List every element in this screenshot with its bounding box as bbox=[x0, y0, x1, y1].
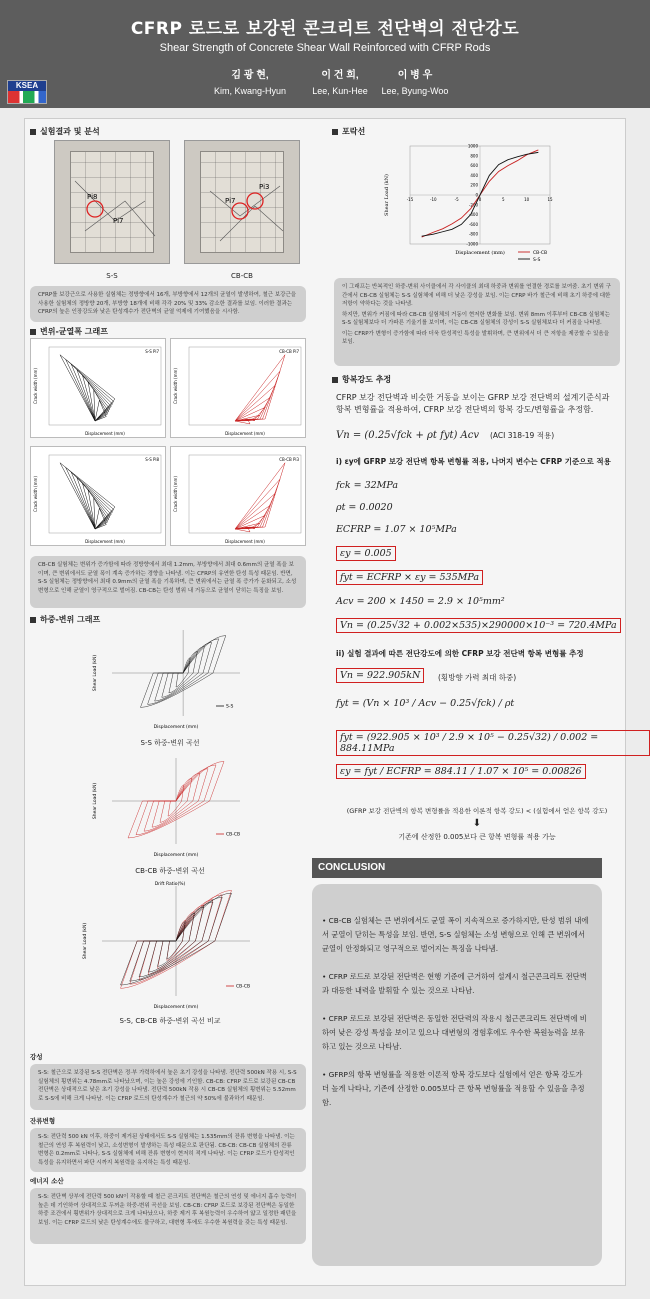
chart-legend-label: CB-CB Pi7 bbox=[279, 349, 299, 354]
x-tick-label: 0 bbox=[478, 197, 482, 202]
crack-cycle bbox=[235, 506, 270, 529]
author-3: 이 병 우 Lee, Byung-Woo bbox=[381, 70, 449, 96]
legend-label: CB-CB bbox=[533, 251, 548, 256]
load-chart-ss bbox=[90, 624, 250, 732]
y-axis-label: Shear Load (kN) bbox=[83, 922, 88, 960]
x-tick-label: -10 bbox=[430, 197, 437, 202]
x-axis-label: Displacement (mm) bbox=[85, 539, 125, 544]
y-tick-label: 0 bbox=[475, 192, 478, 198]
x-axis-label: Displacement (mm) bbox=[153, 853, 199, 858]
y-tick-label: 600 bbox=[470, 163, 478, 169]
crack-summary: CB-CB 실험체는 변위가 증가함에 따라 정방향에서 최대 1.2mm, 부방향에서 최대 0.6mm의 균열 폭을 보이며, 큰 변위에서도 균열 폭이 계속 증가하는 경향을 나타냄. 이는 CFRP의 유연한 탄성 특성 때문임. 반면, S-S 실험체는 정방향에서 최대 0.9mm의 균열 폭을 기록하며, 큰 변위에서는 균열 폭 증가가 둔화되고, 소성 변형으로 인해 균열이 영구적으로 벌어짐. CB-CB는 탄성 범위 내 거동으로 균열이 닫히는 특징을 보임. bbox=[30, 556, 306, 608]
eq-fyt-formula: fyt = (Vn × 10³ / Acv − 0.25√fck) / ρt bbox=[336, 698, 515, 709]
y-axis-label: Shear Load (kN) bbox=[93, 654, 98, 692]
title-english: Shear Strength of Concrete Shear Wall Reinforced with CFRP Rods bbox=[159, 42, 491, 54]
eq-main: Vn = (0.25√fck + ρt fyt) Acv bbox=[336, 430, 480, 441]
author-list bbox=[0, 66, 650, 100]
load-chart-compare bbox=[80, 880, 260, 1012]
residual-text: S-S: 전단력 500 kN 이후, 하중이 제거된 상태에서도 S-S 실험체는 1.535mm의 잔류 변형을 나타냄. 이는 철근의 연성 후 복원력이 낮고, 소성변형이 발생하는 특성 때문으로 판단됨. CB-CB: CB-CB 실험체의 잔류 변형은 0.2mm로 나타나, S-S 실험체에 비해 잔류 변형이 현저히 적게 나타남. 이는 CFRP 로드가 탄성적인 특성을 유지하면서 파단 시까지 복원력을 유지하는 특성 때문임. bbox=[30, 1128, 306, 1172]
section-envelope-title: 포락선 bbox=[332, 126, 365, 137]
title-korean: CFRP 로드로 보강된 콘크리트 전단벽의 전단강도 bbox=[130, 19, 520, 39]
photo-label: Pi7 bbox=[113, 217, 124, 225]
x-axis-label: Displacement (mm) bbox=[85, 431, 125, 436]
crack-cycle bbox=[235, 494, 275, 529]
energy-text: S-S: 전단벽 상부에 전단력 500 kN이 작용할 때 철근 콘크리트 전단벽은 철근의 연성 및 에너지 흡수 능력이 높은 데 기인하여 상대적으로 두꺼운 하중-변위 곡선을 보임. CB-CB: CFRP 로드로 보강된 전단벽은 동일한 하중 조건에서 횡변위가 상대적으로 크게 나타났으나, 하중 제거 후 복원능력이 우수하여 얇고 일정한 패턴을 보임. 이는 CFRP 로드의 낮은 탄성계수에도 불구하고, 대변형 후에도 우수한 복원력을 갖는 특성 때문임. bbox=[30, 1188, 306, 1244]
crack-chart-cbcb-pi7 bbox=[170, 338, 306, 438]
eq-vn2: Vn = 922.905kN bbox=[336, 668, 424, 683]
step2-heading: ii) 실험 결과에 따른 전단강도에 의한 CFRP 보강 전단벽 항복 변형률 추정 bbox=[336, 649, 584, 658]
y-axis-label: Crack width (mm) bbox=[173, 476, 178, 512]
section-strength-title: 항복강도 추정 bbox=[332, 374, 391, 385]
x-axis-label: Displacement (mm) bbox=[225, 539, 265, 544]
x-tick-label: 5 bbox=[502, 197, 505, 202]
load-caption-ss: S-S 하중-변위 곡선 bbox=[140, 739, 200, 747]
ksea-logo: KSEA bbox=[7, 80, 47, 104]
x-axis-label: Displacement (mm) bbox=[455, 250, 505, 256]
x-tick-label: 10 bbox=[524, 197, 530, 202]
results-summary: CFRP를 보강근으로 사용한 실험체는 정방향에서 16개, 부방향에서 12개의 균열이 발생하여, 철근 보강근을 사용한 실험체의 정방향 20개, 부방향 18개에 비해 각각 20% 및 33% 감소한 결과를 보임. 이러한 결과는 CFRP의 높은 인장강도와 낮은 탄성계수가 전단벽의 균열 억제에 기여했음을 시사함. bbox=[30, 286, 306, 322]
conclusion-item: • CB-CB 실험체는 큰 변위에서도 균열 폭이 지속적으로 증가하지만, 탄성 범위 내에서 균열이 닫히는 특성을 보임. 반면, S-S 실험체는 소성 변형으로 인해 큰 변위에서 균열이 안정화되고 영구적으로 벌어지는 특징을 나타냄. bbox=[322, 914, 590, 956]
photo-cbcb-specimen bbox=[184, 140, 300, 264]
conclusion-box bbox=[312, 884, 602, 1266]
x-axis-label: Displacement (mm) bbox=[153, 725, 199, 730]
eq-fck: fck = 32MPa bbox=[336, 480, 399, 491]
poster-header bbox=[0, 0, 650, 108]
load-chart-cbcb bbox=[90, 752, 250, 860]
energy-title: 에너지 소산 bbox=[30, 1177, 64, 1185]
drift-ratio-label: Drift Ratio(%) bbox=[154, 882, 186, 887]
stiffness-text: S-S: 철근으로 보강된 S-S 전단벽은 정·부 가력하에서 높은 초기 강성을 나타냄. 전단력 500kN 작용 시, S-S 실험체의 횡변위는 4.78mm로 나타났으며, 이는 높은 강성에 기인함. CB-CB: CFRP 로드로 보강된 CB-CB 전단벽은 상대적으로 낮은 초기 강성을 나타냄. 전단력 500kN 작용 시 CB-CB 실험체의 횡변위는 5.52mm로 S-S에 비해 크게 나타남. 이는 CFRP 로드의 탄성계수가 철근의 약 50%에 불과하기 때문임. bbox=[30, 1064, 306, 1110]
plot-frame bbox=[189, 347, 301, 425]
down-arrow-icon: ⬇ bbox=[472, 818, 482, 829]
crack-cycle bbox=[235, 386, 275, 421]
section-load-title: 하중-변위 그래프 bbox=[30, 614, 100, 625]
photo-ss-specimen bbox=[54, 140, 170, 264]
crack-cycle bbox=[235, 479, 280, 529]
y-tick-label: -1000 bbox=[466, 241, 478, 247]
plot-frame bbox=[189, 455, 301, 533]
load-caption-cbcb: CB-CB 하중-변위 곡선 bbox=[135, 867, 205, 875]
photo-label: Pi8 bbox=[87, 193, 98, 201]
y-tick-label: -800 bbox=[468, 231, 478, 237]
photo-label: Pi7 bbox=[225, 197, 236, 205]
legend-label: CB-CB bbox=[236, 984, 251, 990]
x-axis-label: Displacement (mm) bbox=[225, 431, 265, 436]
y-axis-label: Shear Load (kN) bbox=[93, 782, 98, 820]
crack-cycle bbox=[235, 398, 270, 421]
step1-heading: i) εy에 GFRP 보강 전단벽 항복 변형률 적용, 나머지 변수는 CFRP 기준으로 적용 bbox=[336, 457, 611, 466]
crack-cycle bbox=[235, 371, 280, 421]
crack-chart-ss-pi8 bbox=[30, 446, 166, 546]
strength-result: 기존에 산정한 0.005보다 큰 항복 변형률 적용 가능 bbox=[398, 833, 556, 841]
comparison-note: (GFRP 보강 전단벽의 항복 변형률을 적용한 이론적 항복 강도) < (실험에서 얻은 항복 강도) bbox=[346, 807, 608, 815]
photo-cbcb-caption: CB-CB bbox=[231, 272, 253, 280]
eq-rho: ρt = 0.0020 bbox=[336, 502, 393, 513]
eq-vn: Vn = (0.25√32 + 0.002×535)×290000×10⁻³ = 720.4MPa bbox=[336, 618, 621, 633]
y-axis-label: Crack width (mm) bbox=[173, 368, 178, 404]
load-caption-compare: S-S, CB-CB 하중-변위 곡선 비교 bbox=[119, 1017, 221, 1025]
y-axis-label: Crack width (mm) bbox=[33, 368, 38, 404]
stiffness-title: 강성 bbox=[30, 1053, 43, 1061]
envelope-chart bbox=[380, 140, 580, 270]
legend-label: S-S bbox=[226, 704, 234, 710]
crack-chart-cbcb-pi3 bbox=[170, 446, 306, 546]
photo-label: Pi3 bbox=[259, 183, 270, 191]
eq-reference: (ACI 318-19 적용) bbox=[490, 431, 555, 440]
vn2-note: (횡방향 가력 최대 하중) bbox=[438, 673, 517, 682]
eq-fyt: fyt = ECFRP × εy = 535MPa bbox=[336, 570, 483, 585]
photo-ss-caption: S-S bbox=[106, 272, 118, 280]
y-tick-label: -200 bbox=[468, 202, 478, 208]
x-tick-label: 15 bbox=[547, 197, 553, 202]
residual-title: 잔류변형 bbox=[30, 1117, 56, 1125]
y-tick-label: 200 bbox=[470, 182, 478, 188]
eq-fyt-calc: fyt = (922.905 × 10³ / 2.9 × 10⁵ − 0.25√32) / 0.002 = 884.11MPa bbox=[336, 730, 650, 756]
crack-highlight-circle bbox=[87, 201, 103, 217]
conclusion-item: • CFRP 로드로 보강된 전단벽은 현행 기준에 근거하여 설계시 철근콘크리트 전단벽과 대등한 내력을 발휘할 수 있는 것으로 나타남. bbox=[322, 970, 590, 998]
y-tick-label: 1000 bbox=[467, 143, 478, 149]
section-results-title: 실험결과 및 분석 bbox=[30, 126, 100, 137]
y-tick-label: 400 bbox=[470, 172, 478, 178]
section-crack-title: 변위-균열폭 그래프 bbox=[30, 326, 108, 337]
conclusion-item: • GFRP의 항복 변형률을 적용한 이론적 항복 강도보다 실험에서 얻은 항복 강도가 더 높게 나타나, 기존에 산정한 0.005보다 큰 항복 변형률을 적용할 수 있음을 추정함. bbox=[322, 1068, 590, 1110]
crack-cycle bbox=[235, 355, 285, 421]
envelope-summary: 이 그래프는 반복적인 하중-변위 사이클에서 각 사이클의 최대 하중과 변위를 연결한 경로를 보여줌. 초기 변위 구간에서 CB-CB 실험체는 S-S 실험체에 비해 더 낮은 강성을 보임. 이는 CFRP 바가 철근에 비해 초기 하중에 대한 저항이 약하다는 것을 나타냄. 하지만, 변위가 커짐에 따라 CB-CB 실험체의 거동이 현저한 변화를 보임. 변위 8mm 이후부터 CB-CB 실험체는 S-S 실험체보다 더 가파른 기울기를 보이며, 이는 CB-CB 실험체의 강성이 S-S 실험체보다 더 커짐을 나타냄. 이는 CFRP가 변형이 증가함에 따라 더욱 탄성적인 특성을 발휘하며, 큰 변위에서 더 큰 저항을 제공할 수 있음을 보임. bbox=[334, 278, 620, 366]
chart-legend-label: CB-CB Pi3 bbox=[279, 457, 299, 462]
legend-label: S-S bbox=[533, 258, 541, 263]
conclusion-title: CONCLUSION bbox=[312, 858, 602, 878]
author-1: 김 광 현, Kim, Kwang-Hyun bbox=[213, 70, 287, 96]
x-tick-label: -15 bbox=[406, 197, 414, 202]
strength-intro: CFRP 보강 전단벽과 비슷한 거동을 보이는 GFRP 보강 전단벽의 설계기준식과 항복 변형률을 적용하여, CFRP 보강 전단벽의 항복 강도/변형률을 추정함. bbox=[336, 393, 610, 414]
chart-legend-label: S-S Pi8 bbox=[145, 457, 159, 462]
y-tick-label: -600 bbox=[468, 221, 478, 227]
crack-chart-ss-pi7 bbox=[30, 338, 166, 438]
y-tick-label: -400 bbox=[468, 212, 478, 218]
y-tick-label: 800 bbox=[470, 153, 478, 159]
legend-label: CB-CB bbox=[226, 832, 241, 838]
eq-acv: Acv = 200 × 1450 = 2.9 × 10⁵mm² bbox=[336, 596, 505, 607]
x-axis-label: Displacement (mm) bbox=[153, 1005, 199, 1010]
conclusion-item: • CFRP 로드로 보강된 전단벽은 동일한 전단력의 작용시 철근콘크리트 전단벽에 비하여 낮은 강성 특성을 보이고 있으나 대변형의 경험후에도 우수한 복원능력을 보유하고 있는 것으로 나타남. bbox=[322, 1012, 590, 1054]
crack-cycle bbox=[235, 463, 285, 529]
eq-ey-calc: εy = fyt / ECFRP = 884.11 / 1.07 × 10⁵ = 0.00826 bbox=[336, 764, 586, 779]
y-axis-label: Crack width (mm) bbox=[33, 476, 38, 512]
author-2: 이 건 희, Lee, Kun-Hee bbox=[312, 70, 368, 96]
eq-ecfrp: ECFRP = 1.07 × 10⁵MPa bbox=[336, 524, 457, 535]
chart-legend-label: S-S Pi7 bbox=[145, 349, 159, 354]
eq-ey: εy = 0.005 bbox=[336, 546, 396, 561]
y-axis-label: Shear Load (kN) bbox=[384, 174, 390, 216]
x-tick-label: -5 bbox=[454, 197, 459, 202]
